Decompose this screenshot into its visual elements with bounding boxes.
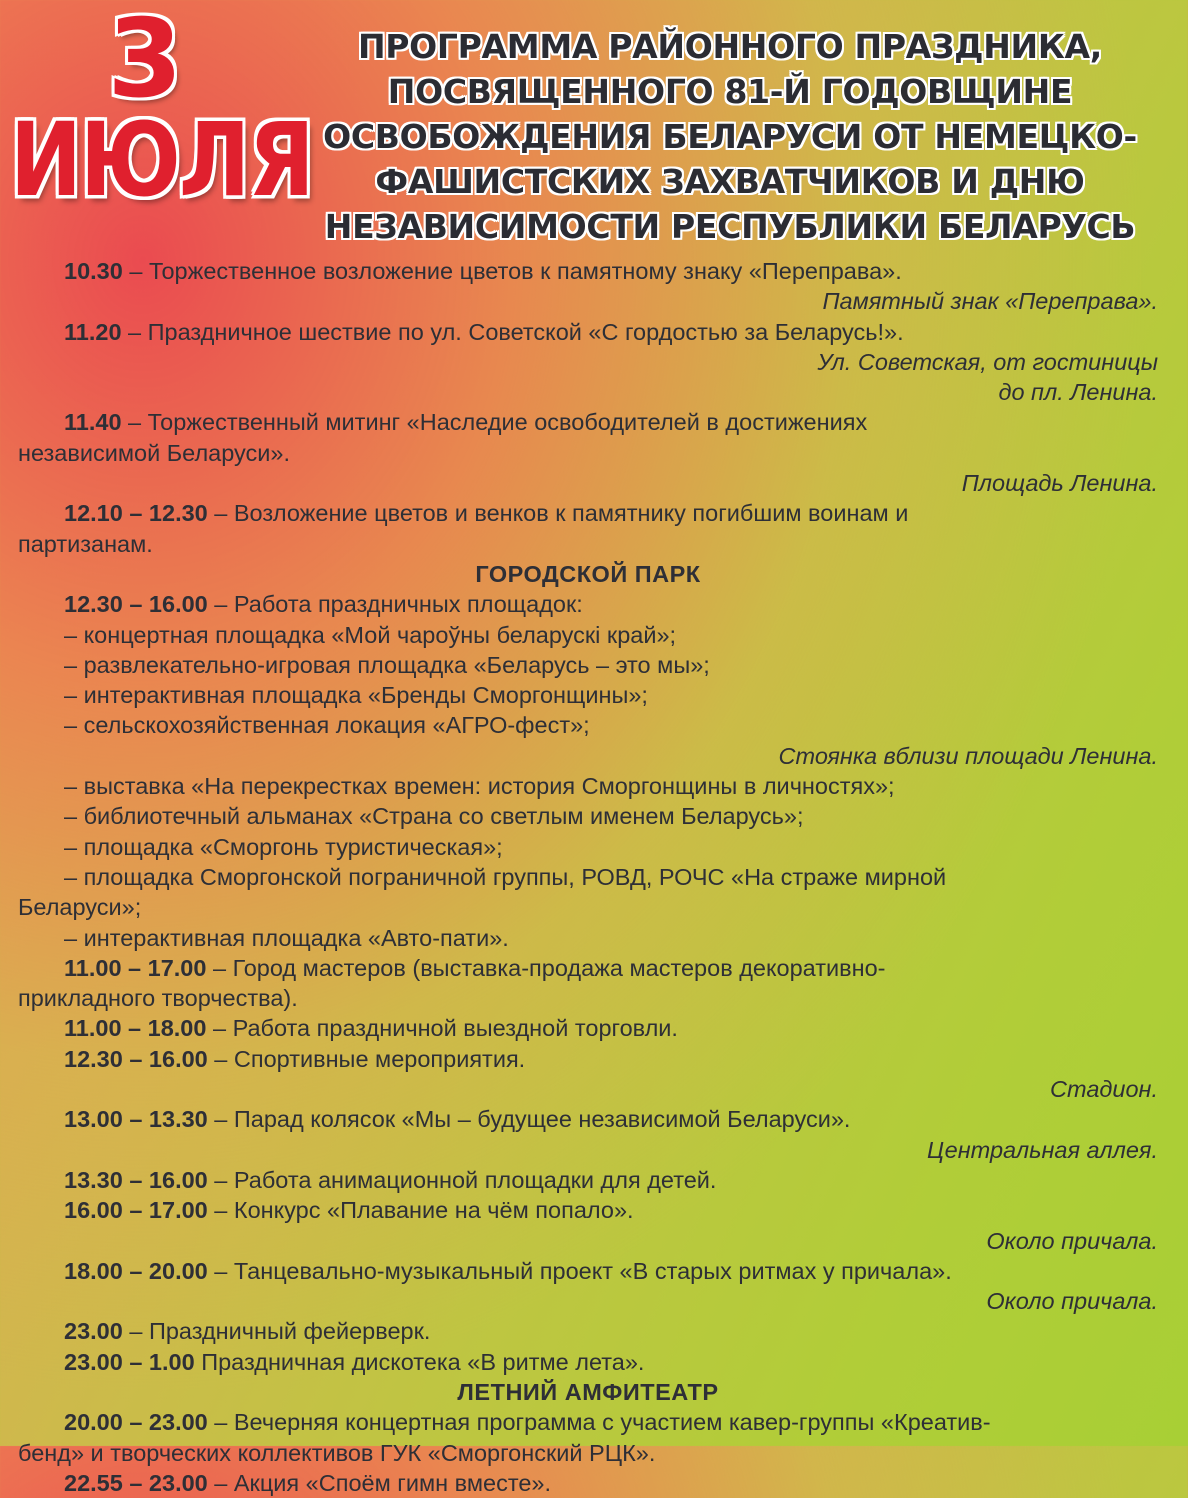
event-line	[18, 407, 1158, 437]
event-text-cont: независимой Беларуси».	[18, 439, 291, 466]
program-title	[290, 24, 1170, 249]
event-place: Около причала.	[986, 1288, 1158, 1315]
event-time: 12.10 – 12.30	[64, 500, 208, 527]
event-text-cont: прикладного творчества).	[18, 985, 298, 1012]
event-line	[18, 256, 1158, 286]
event-line	[18, 1256, 1158, 1286]
event-text: – Акция «Споём гимн вместе».	[207, 1469, 551, 1496]
event-text: – Работа праздничных площадок:	[207, 591, 583, 618]
event-place: Памятный знак «Переправа».	[822, 288, 1158, 315]
event-text: – Торжественный митинг «Наследие освободителей в достижениях	[121, 409, 868, 436]
event-time: 11.00 – 18.00	[64, 1015, 207, 1042]
list-item: – интерактивная площадка «Авто-пати».	[64, 924, 509, 951]
event-time: 16.00 – 17.00	[64, 1197, 208, 1224]
event-place: Площадь Ленина.	[961, 470, 1158, 497]
title-line: ПОСВЯЩЕННОГО 81-Й ГОДОВЩИНЕ	[387, 72, 1073, 111]
event-line	[18, 1407, 1158, 1437]
list-item: – концертная площадка «Мой чароўны беларускі край»;	[64, 621, 677, 648]
event-line	[18, 1468, 1158, 1498]
event-line	[18, 1104, 1158, 1134]
list-item: – интерактивная площадка «Бренды Сморгонщины»;	[64, 682, 648, 709]
event-time: 11.40	[64, 409, 122, 436]
section-heading-amphitheatre: ЛЕТНИЙ АМФИТЕАТР	[457, 1378, 719, 1405]
event-time: 12.30 – 16.00	[64, 591, 208, 618]
event-text: – Вечерняя концертная программа с участием кавер-группы «Креатив-	[207, 1409, 991, 1436]
event-time: 13.30 – 16.00	[64, 1166, 208, 1193]
event-text-cont: бенд» и творческих коллективов ГУК «Сморгонский РЦК».	[18, 1439, 656, 1466]
event-text: – Работа анимационной площадки для детей.	[207, 1166, 717, 1193]
event-time: 11.00 – 17.00	[64, 954, 207, 981]
event-line	[18, 1316, 1158, 1346]
list-item: – развлекательно-игровая площадка «Беларусь – это мы»;	[64, 651, 710, 678]
event-text: – Праздничное шествие по ул. Советской «С гордостью за Беларусь!».	[121, 318, 904, 345]
event-time: 12.30 – 16.00	[64, 1045, 208, 1072]
event-line	[18, 953, 1158, 983]
title-line: ПРОГРАММА РАЙОННОГО ПРАЗДНИКА,	[357, 27, 1103, 66]
list-item: – библиотечный альманах «Страна со светлым именем Беларусь»;	[64, 803, 804, 830]
event-line	[18, 317, 1158, 347]
event-line	[18, 589, 1158, 619]
event-text: – Город мастеров (выставка-продажа мастеров декоративно-	[206, 954, 886, 981]
event-place: Около причала.	[986, 1227, 1158, 1254]
event-time: 23.00 – 1.00	[64, 1348, 195, 1375]
event-place: Стоянка вблизи площади Ленина.	[778, 742, 1158, 769]
event-time: 11.20	[64, 318, 122, 345]
event-place: Центральная аллея.	[927, 1136, 1158, 1163]
event-time: 13.00 – 13.30	[64, 1106, 208, 1133]
event-text: – Конкурс «Плавание на чём попало».	[207, 1197, 634, 1224]
event-text-cont: партизанам.	[18, 530, 153, 557]
event-line	[18, 1165, 1158, 1195]
section-heading-park: ГОРОДСКОЙ ПАРК	[475, 560, 701, 587]
event-text: – Спортивные мероприятия.	[207, 1045, 526, 1072]
event-time: 20.00 – 23.00	[64, 1409, 208, 1436]
date-day: 3	[107, 0, 183, 122]
date-badge	[10, 0, 313, 240]
event-text: – Возложение цветов и венков к памятнику погибшим воинам и	[207, 500, 909, 527]
title-line: ОСВОБОЖДЕНИЯ БЕЛАРУСИ ОТ НЕМЕЦКО-	[323, 117, 1137, 156]
event-line	[18, 1044, 1158, 1074]
event-text: Праздничная дискотека «В ритме лета».	[194, 1348, 645, 1375]
event-place: Стадион.	[1050, 1076, 1158, 1103]
event-text: – Работа праздничной выездной торговли.	[206, 1015, 678, 1042]
event-time: 23.00	[64, 1318, 123, 1345]
event-text: – Торжественное возложение цветов к памятному знаку «Переправа».	[122, 258, 902, 284]
title-line: НЕЗАВИСИМОСТИ РЕСПУБЛИКИ БЕЛАРУСЬ	[324, 207, 1136, 246]
date-month: ИЮЛЯ	[10, 101, 313, 220]
list-item: – площадка Сморгонской пограничной группы, РОВД, РОЧС «На страже мирной	[64, 863, 947, 890]
program-schedule	[18, 256, 1158, 1498]
list-item: – сельскохозяйственная локация «АГРО-фест»;	[64, 712, 590, 739]
event-time: 18.00 – 20.00	[64, 1257, 208, 1284]
event-time: 10.30	[64, 258, 123, 284]
event-line	[18, 1347, 1158, 1377]
event-place: Ул. Советская, от гостиницы	[817, 348, 1158, 375]
event-line	[18, 1195, 1158, 1225]
event-text: – Парад колясок «Мы – будущее независимой Беларуси».	[207, 1106, 851, 1133]
event-time: 22.55 – 23.00	[64, 1469, 208, 1496]
event-text: – Танцевально-музыкальный проект «В старых ритмах у причала».	[207, 1257, 952, 1284]
event-line	[18, 498, 1158, 528]
title-line: ФАШИСТСКИХ ЗАХВАТЧИКОВ И ДНЮ	[375, 162, 1085, 201]
list-item: – выставка «На перекрестках времен: история Сморгонщины в личностях»;	[64, 773, 895, 800]
event-place: до пл. Ленина.	[998, 379, 1158, 406]
event-text: – Праздничный фейерверк.	[122, 1318, 431, 1345]
list-item: – площадка «Сморгонь туристическая»;	[64, 833, 503, 860]
list-item-cont: Беларуси»;	[18, 894, 142, 921]
event-line	[18, 1013, 1158, 1043]
